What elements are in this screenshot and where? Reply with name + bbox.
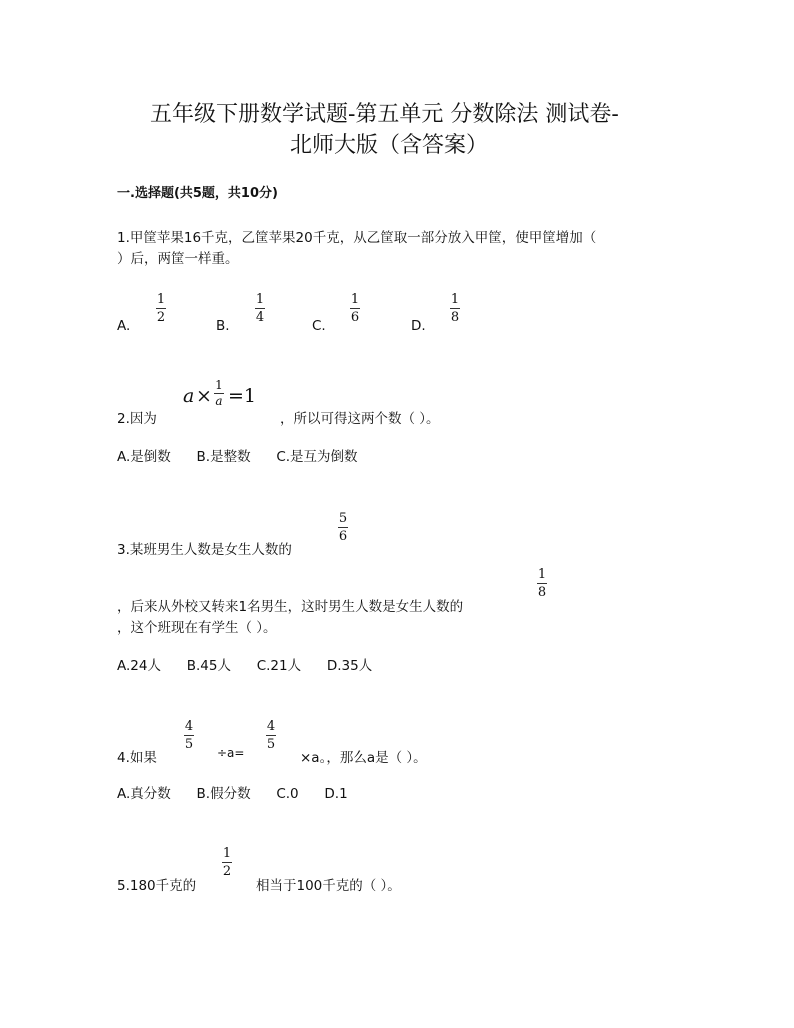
q4-suffix: ×a。，那么a是（ ）。 bbox=[300, 750, 427, 766]
q2-options: A.是倒数 B.是整数 C.是互为倒数 bbox=[117, 449, 358, 465]
fraction-denominator: a bbox=[215, 394, 223, 408]
fraction-bar bbox=[350, 308, 360, 309]
q2-suffix: ，所以可得这两个数（ ）。 bbox=[280, 411, 440, 427]
q2-formula-equals: =1 bbox=[228, 385, 257, 407]
fraction-denominator: 6 bbox=[350, 310, 360, 325]
q1-option-c-fraction bbox=[350, 292, 360, 325]
q3-fraction-2 bbox=[537, 567, 547, 600]
fraction-bar bbox=[222, 862, 232, 863]
page-title-line1: 五年级下册数学试题-第五单元 分数除法 测试卷- bbox=[150, 102, 619, 127]
q3-options: A.24人 B.45人 C.21人 D.35人 bbox=[117, 658, 373, 674]
fraction-denominator: 5 bbox=[184, 737, 194, 752]
fraction-bar bbox=[156, 308, 166, 309]
q4-prefix: 4.如果 bbox=[117, 750, 157, 766]
q5-prefix: 5.180千克的 bbox=[117, 878, 197, 894]
fraction-bar bbox=[450, 308, 460, 309]
q4-fraction-2 bbox=[266, 719, 276, 752]
q4-middle: ÷a= bbox=[217, 746, 245, 760]
q5-fraction bbox=[222, 846, 232, 879]
fraction-bar bbox=[184, 735, 194, 736]
q1-option-b-fraction bbox=[255, 292, 265, 325]
fraction-bar bbox=[255, 308, 265, 309]
q2-formula-times: × bbox=[196, 385, 212, 407]
q3-prefix: 3.某班男生人数是女生人数的 bbox=[117, 542, 292, 558]
q1-line1: 1.甲筐苹果16千克，乙筐苹果20千克，从乙筐取一部分放入甲筐，使甲筐增加（ bbox=[117, 230, 597, 246]
q2-prefix: 2.因为 bbox=[117, 411, 157, 427]
fraction-denominator: 2 bbox=[222, 864, 232, 879]
fraction-numerator: 1 bbox=[450, 292, 460, 307]
fraction-bar bbox=[537, 583, 547, 584]
q4-options: A.真分数 B.假分数 C.0 D.1 bbox=[117, 786, 348, 802]
q1-option-a-fraction bbox=[156, 292, 166, 325]
fraction-denominator: 5 bbox=[266, 737, 276, 752]
q1-option-d-label: D. bbox=[411, 318, 426, 334]
page-title-line2: 北师大版（含答案） bbox=[290, 133, 489, 158]
q3-fraction-1 bbox=[338, 511, 348, 544]
fraction-denominator: 8 bbox=[537, 585, 547, 600]
fraction-bar bbox=[338, 527, 348, 528]
fraction-numerator: 1 bbox=[156, 292, 166, 307]
fraction-numerator: 5 bbox=[338, 511, 348, 526]
q5-suffix: 相当于100千克的（ ）。 bbox=[256, 878, 401, 894]
q1-option-c-label: C. bbox=[312, 318, 326, 334]
q1-option-b-label: B. bbox=[216, 318, 230, 334]
q2-formula-variable: a bbox=[183, 385, 195, 407]
q2-formula-fraction bbox=[214, 379, 224, 408]
fraction-denominator: 4 bbox=[255, 310, 265, 325]
q1-option-d-fraction bbox=[450, 292, 460, 325]
q1-line2: ）后，两筐一样重。 bbox=[117, 251, 239, 267]
q4-fraction-1 bbox=[184, 719, 194, 752]
fraction-numerator: 1 bbox=[255, 292, 265, 307]
fraction-numerator: 1 bbox=[350, 292, 360, 307]
fraction-numerator: 1 bbox=[222, 846, 232, 861]
fraction-denominator: 6 bbox=[338, 529, 348, 544]
fraction-denominator: 2 bbox=[156, 310, 166, 325]
fraction-numerator: 4 bbox=[184, 719, 194, 734]
fraction-bar bbox=[266, 735, 276, 736]
q3-line2: ，后来从外校又转来1名男生，这时男生人数是女生人数的 bbox=[117, 599, 464, 615]
fraction-numerator: 4 bbox=[266, 719, 276, 734]
fraction-numerator: 1 bbox=[537, 567, 547, 582]
section-heading: 一.选择题(共5题，共10分) bbox=[117, 186, 278, 201]
q3-line3: ，这个班现在有学生（ ）。 bbox=[117, 620, 277, 636]
q1-option-a-label: A. bbox=[117, 318, 131, 334]
fraction-denominator: 8 bbox=[450, 310, 460, 325]
fraction-numerator: 1 bbox=[215, 378, 223, 392]
